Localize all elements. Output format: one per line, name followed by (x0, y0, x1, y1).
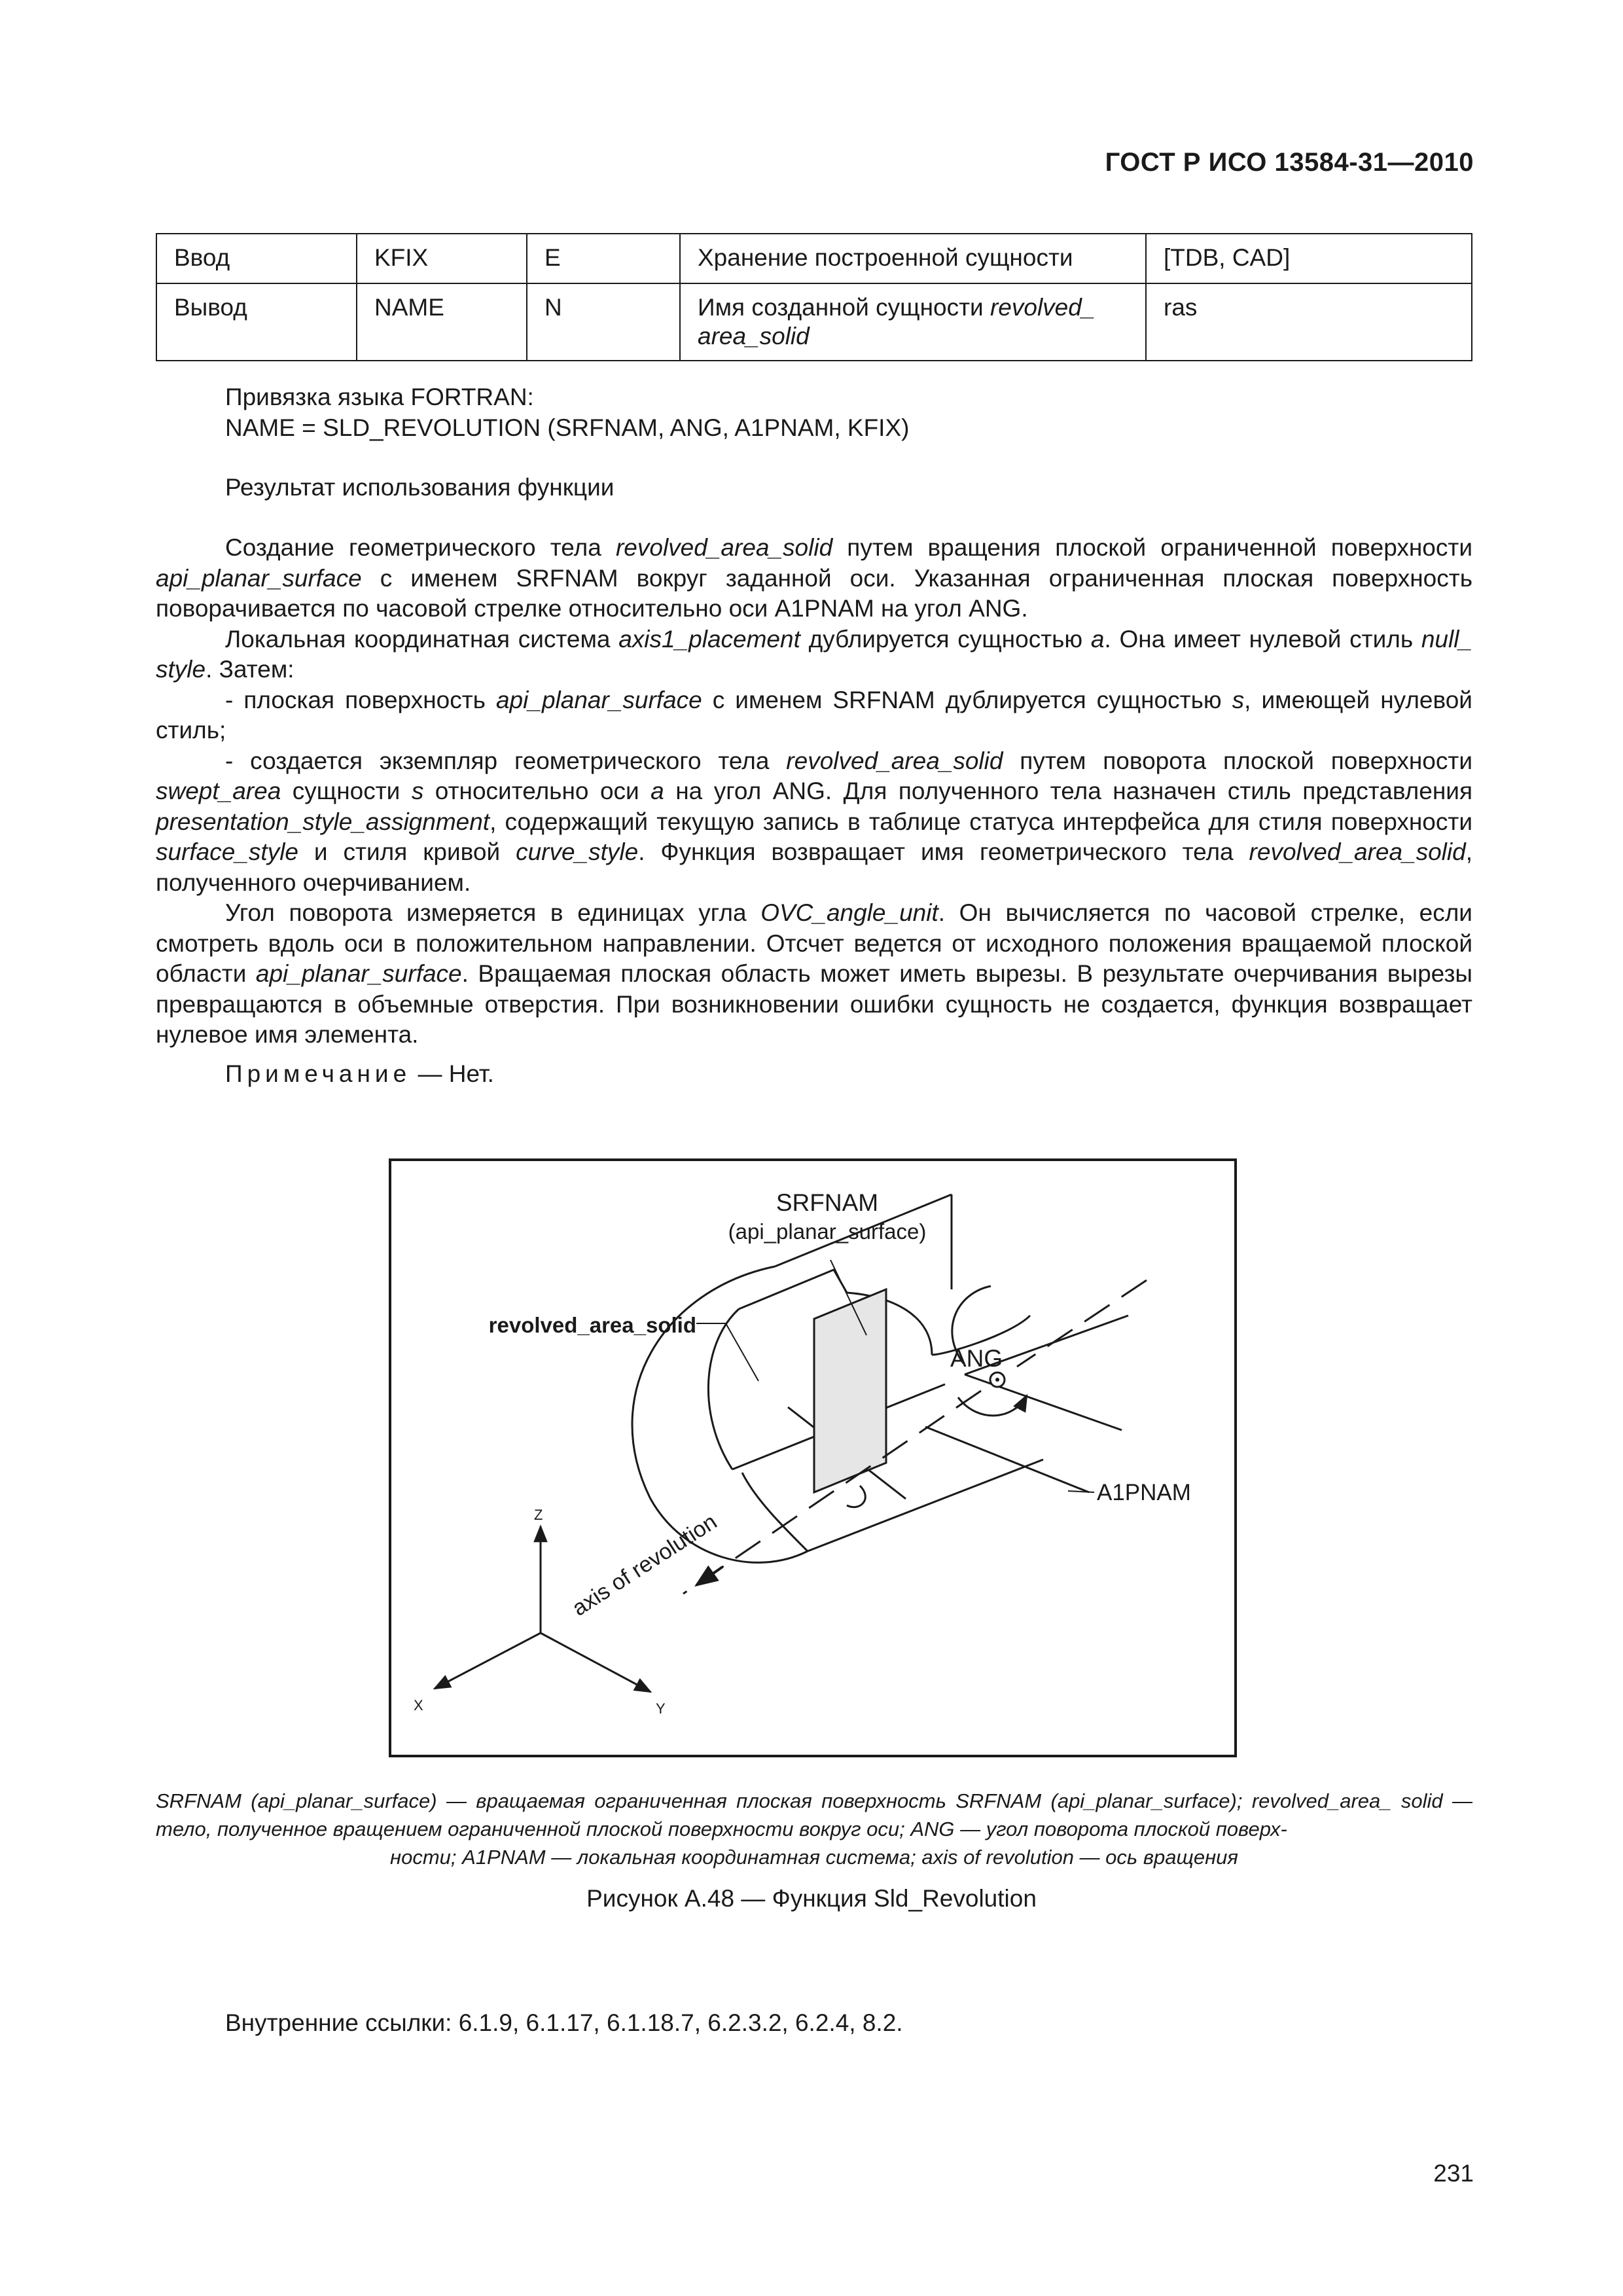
figure-explanation-text: SRFNAM (api_planar_surface) — вращаемая ограниченная плоская поверхность SRFNAM (api_planar_surface); revolved_area_ solid — тело, полученное вращением ограниченной плоской поверхности вокруг оси; ANG — угол поворота плоской поверх- (156, 1789, 1472, 1840)
table-cell: ras (1146, 283, 1472, 361)
table-cell: NAME (357, 283, 527, 361)
paragraph: - создается экземпляр геометрического тела revolved_area_solid путем поворота плоской поверхности swept_area сущности s относительно оси a на угол ANG. Для полученного тела назначен стиль представления presentation_style_assignment, содержащий текущую запись в таблице статуса интерфейса для стиля поверхности surface_style и стиля кривой curve_style. Функция возвращает имя геометрического тела revolved_area_solid, полученного очерчиванием. (156, 747, 1472, 896)
figure-sld-revolution (389, 1158, 1237, 1757)
table-cell: Ввод (156, 234, 357, 283)
paragraph: Угол поворота измеряется в единицах угла OVC_angle_unit. Он вычисляется по часовой стрелке, если смотреть вдоль оси в положительном направлении. Отсчет ведется от исходного положения вращаемой плоской области api_planar_surface. Вращаемая плоская область может иметь вырезы. В результате очерчивания вырезы превращаются в объемные отверстия. При возникновении ошибки сущность не создается, функция возвращает нулевое имя элемента. (156, 899, 1472, 1048)
figure-explanation (156, 1787, 1472, 1871)
label-revolved-solid: revolved_area_solid (488, 1313, 696, 1337)
label-srfnam: SRFNAM (776, 1189, 879, 1216)
label-y: Y (656, 1700, 666, 1717)
internal-references: Внутренние ссылки: 6.1.9, 6.1.17, 6.1.18.7, 6.2.3.2, 6.2.4, 8.2. (225, 2009, 903, 2036)
paragraph: - плоская поверхность api_planar_surface с именем SRFNAM дублируется сущностью s, имеющей нулевой стиль; (156, 686, 1472, 744)
table-cell: [TDB, CAD] (1146, 234, 1472, 283)
fortran-call: NAME = SLD_REVOLUTION (SRFNAM, ANG, A1PNAM, KFIX) (225, 414, 910, 441)
table-cell (680, 234, 1146, 283)
figure-frame (390, 1160, 1236, 1756)
label-x: X (414, 1697, 423, 1713)
figure-explanation-tail: ности; A1PNAM — локальная координатная система; axis of revolution — ось вращения (390, 1846, 1238, 1869)
figure-caption: Рисунок А.48 — Функция Sld_Revolution (586, 1885, 1037, 1912)
table-row (156, 283, 1472, 361)
table-cell: E (527, 234, 680, 283)
cell-text: Хранение построенной сущности (698, 244, 1073, 271)
label-srfnam-sub: (api_planar_surface) (728, 1219, 927, 1244)
fortran-label: Привязка языка FORTRAN: (225, 384, 534, 410)
page-number: 231 (1433, 2160, 1474, 2187)
label-z: Z (534, 1507, 543, 1523)
label-axis-of-revolution: axis of revolution (567, 1509, 722, 1621)
paragraph: Создание геометрического тела revolved_area_solid путем вращения плоской ограниченной поверхности api_planar_surface с именем SRFNAM вокруг заданной оси. Указанная ограниченная плоская поверхность поворачивается по часовой стрелке относительно оси A1PNAM на угол ANG. (156, 534, 1472, 622)
label-a1pnam: A1PNAM (1097, 1480, 1191, 1505)
document-header: ГОСТ Р ИСО 13584-31—2010 (1105, 148, 1474, 177)
table-cell (680, 283, 1146, 361)
table-row (156, 234, 1472, 283)
paragraph: Локальная координатная система axis1_placement дублируется сущностью a. Она имеет нулевой стиль null_ style. Затем: (156, 625, 1472, 683)
planar-surface-patch (814, 1289, 886, 1492)
label-ang: ANG (950, 1345, 1003, 1372)
table-cell: N (527, 283, 680, 361)
body-text (156, 533, 1472, 1050)
note-label: Примечание (225, 1060, 412, 1087)
table-cell: KFIX (357, 234, 527, 283)
note-text: — Нет. (411, 1060, 494, 1087)
note (225, 1059, 494, 1090)
table-cell: Вывод (156, 283, 357, 361)
parameters-table (156, 233, 1472, 361)
cell-text: Имя созданной сущности (698, 294, 990, 321)
result-heading: Результат использования функции (225, 474, 615, 501)
cell-italic: revolved_ area_solid (698, 294, 1096, 350)
